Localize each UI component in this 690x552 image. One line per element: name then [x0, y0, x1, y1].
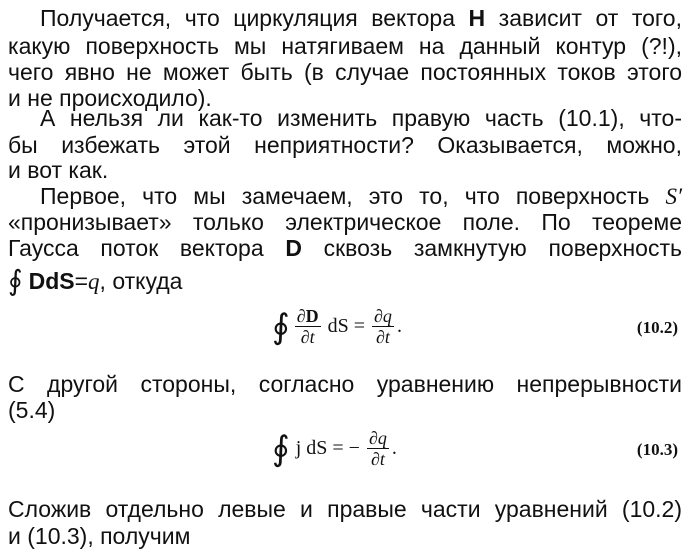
para5-line1: Сложив отдельно левые и правые части уравнений (10.2) — [8, 496, 682, 522]
contour-integral-symbol: ∮ — [272, 428, 290, 469]
para2-line2: бы избежать этой неприятности? Оказывается, можно, — [8, 132, 682, 158]
equation-10-2: ∮ $\frac{\partial D}{\partial t}$ dS = $\frac{\partial q}{\partial t}$ . — [272, 306, 402, 347]
contour-integral-symbol: ∮ — [272, 306, 290, 347]
contour-integral-symbol: ∮ — [8, 264, 23, 297]
para1-line4: и не происходило). — [8, 85, 212, 111]
para5-line2: и (10.3), получим — [8, 523, 191, 549]
para4-line2: (5.4) — [8, 397, 56, 423]
fraction-dq-dt: $\frac{\partial q}{\partial t}$ — [368, 428, 387, 469]
para3-line1: Первое, что мы замечаем, это то, что поверхность S′ — [40, 183, 682, 209]
para1-line3: чего явно не может быть (в случае постоянных токов этого — [8, 59, 682, 85]
equation-number-10-2: (10.2) — [636, 318, 678, 337]
fraction-dD-dt: $\frac{\partial D}{\partial t}$ — [296, 306, 319, 347]
para3-line2: «пронизывает» только электрическое поле. По теореме — [8, 209, 682, 235]
para2-line1: А нельзя ли как-то изменить правую часть (10.1), что- — [40, 105, 682, 131]
equation-number-10-3: (10.3) — [636, 440, 678, 459]
para1-line2: какую поверхность мы натягиваем на данный контур (?!), — [8, 33, 682, 59]
fraction-dq-dt: $\frac{\partial q}{\partial t}$ — [374, 306, 392, 347]
para4-line1: С другой стороны, согласно уравнению непрерывности — [8, 371, 682, 397]
equation-10-3: ∮ j dS = − $\frac{\partial q}{\partial t}$ . — [272, 428, 397, 469]
para3-line3: Гаусса поток вектора D сквозь замкнутую поверхность — [8, 235, 682, 261]
para3-line4: ∮ D dS = q , откуда — [8, 264, 183, 297]
para1-line1: Получается, что циркуляция вектора H зависит от того, — [40, 5, 682, 31]
para2-line3: и вот как. — [8, 157, 109, 183]
